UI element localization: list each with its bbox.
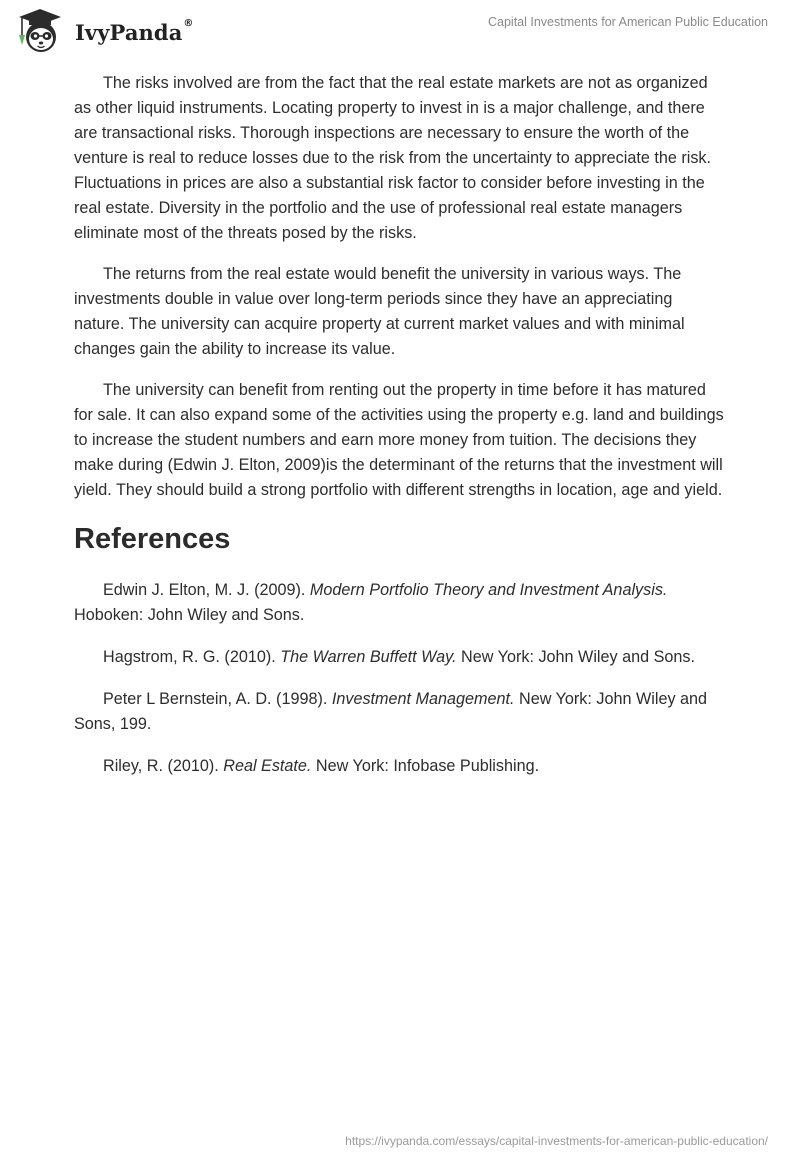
reference-publisher: Hoboken: John Wiley and Sons. (74, 606, 305, 624)
reference-item (74, 687, 726, 737)
running-title: Capital Investments for American Public Education (488, 15, 768, 29)
reference-author: Peter L Bernstein, A. D. (1998). (103, 690, 332, 708)
panda-graduate-icon (14, 7, 66, 55)
reference-author: Hagstrom, R. G. (2010). (103, 648, 281, 666)
reference-author: Edwin J. Elton, M. J. (2009). (103, 581, 310, 599)
reference-title: Real Estate. (223, 757, 312, 775)
reference-publisher: New York: Infobase Publishing. (311, 757, 540, 775)
reference-publisher: New York: John Wiley and Sons, 199. (74, 690, 708, 733)
reference-author: Riley, R. (2010). (103, 757, 224, 775)
references-heading: References (74, 523, 231, 555)
essay-content (74, 71, 726, 796)
body-paragraph: The risks involved are from the fact that the real estate markets are not as organized as other liquid instruments. Locating property to invest in is a major challenge, and there are transactional risks. Thorough inspections are necessary to ensure the worth of the venture is real to reduce losses due to the risk from the uncertainty to appreciate the risk. Fluctuations in prices are also a substantial risk factor to consider before investing in the real estate. Diversity in the portfolio and the use of professional real estate managers eliminate most of the threats posed by the risks. (74, 74, 712, 242)
reference-item (74, 578, 726, 628)
ivypanda-logo[interactable] (14, 7, 194, 55)
logo-wordmark: IvyPanda® (75, 17, 194, 45)
page-header (0, 0, 800, 60)
reference-title: The Warren Buffett Way. (280, 648, 457, 666)
body-paragraph: The returns from the real estate would benefit the university in various ways. The investments double in value over long-term periods since they have an appreciating nature. The university can acquire property at current market values and with minimal changes gain the ability to increase its value. (74, 265, 685, 358)
reference-title: Modern Portfolio Theory and Investment Analysis. (309, 581, 668, 599)
reference-item (74, 645, 726, 670)
reference-item (74, 754, 726, 779)
source-url-link[interactable]: https://ivypanda.com/essays/capital-investments-for-american-public-education/ (345, 1134, 768, 1148)
reference-publisher: New York: John Wiley and Sons. (456, 648, 696, 666)
reference-title: Investment Management. (331, 690, 515, 708)
registered-mark: ® (183, 17, 194, 29)
body-paragraph: The university can benefit from renting out the property in time before it has matured for sale. It can also expand some of the activities using the property e.g. land and buildings to increase the student numbers and earn more money from tuition. The decisions they make during (Edwin J. Elton, 2009)is the determinant of the returns that the investment will yield. They should build a strong portfolio with different strengths in location, age and yield. (74, 381, 724, 499)
